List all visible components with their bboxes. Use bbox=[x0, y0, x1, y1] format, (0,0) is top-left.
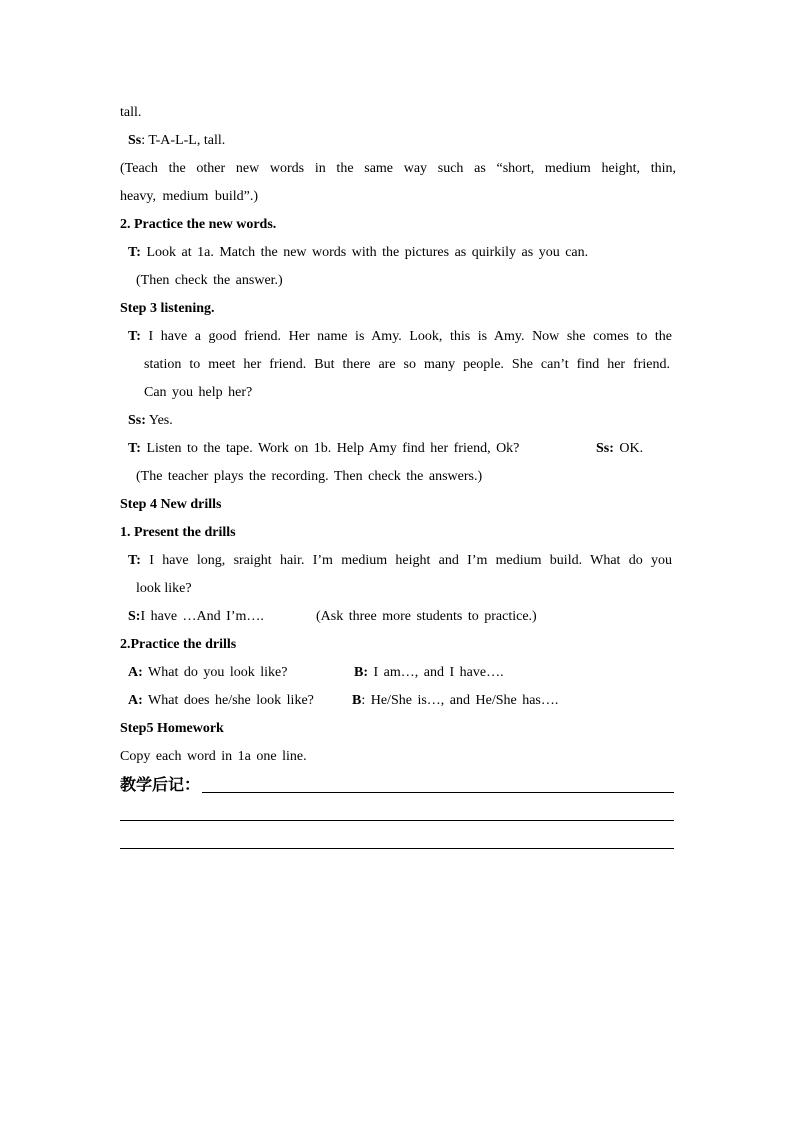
text-line bbox=[136, 267, 692, 295]
heading-text: 1. Present the drills bbox=[120, 525, 236, 540]
speaker-label: T: bbox=[128, 441, 141, 456]
text-line bbox=[120, 183, 676, 211]
text-line bbox=[136, 575, 692, 603]
notes-label-line bbox=[120, 771, 676, 799]
dialogue-line bbox=[128, 547, 672, 575]
text: Can you help her? bbox=[144, 385, 253, 400]
text-line bbox=[120, 99, 676, 127]
speaker-label: B: bbox=[354, 665, 368, 680]
text: (Ask three more students to practice.) bbox=[316, 609, 537, 624]
text-line bbox=[144, 379, 700, 407]
text: I have …And I’m…. bbox=[140, 609, 264, 624]
notes-underline bbox=[120, 820, 674, 821]
text: What does he/she look like? bbox=[142, 693, 314, 708]
speaker-label: Ss: bbox=[128, 413, 146, 428]
dialogue-line bbox=[128, 603, 684, 631]
notes-underline bbox=[120, 848, 674, 849]
text: : He/She is…, and He/She has…. bbox=[361, 693, 559, 708]
text: (The teacher plays the recording. Then check the answers.) bbox=[136, 469, 483, 484]
text: (Teach the other new words in the same way such as “short, medium height, thin, bbox=[120, 161, 676, 176]
text: Listen to the tape. Work on 1b. Help Amy find her friend, Ok? bbox=[140, 441, 520, 456]
speaker-label: A: bbox=[128, 693, 143, 708]
dialogue-line bbox=[128, 407, 684, 435]
speaker-label: Ss: bbox=[596, 441, 614, 456]
speaker-label: T: bbox=[128, 553, 141, 568]
text: Yes. bbox=[145, 413, 173, 428]
heading-text: 2. Practice the new words. bbox=[120, 217, 277, 232]
text: look like? bbox=[136, 581, 192, 596]
text-line bbox=[136, 463, 692, 491]
text: What do you look like? bbox=[142, 665, 288, 680]
speaker-label: Ss bbox=[128, 133, 142, 148]
notes-label: 教学后记： bbox=[120, 775, 201, 794]
dialogue-line bbox=[128, 127, 684, 155]
text: I have long, sraight hair. I’m medium height and I’m medium build. What do you bbox=[140, 553, 672, 568]
text: I have a good friend. Her name is Amy. Look, this is Amy. Now she comes to the bbox=[140, 329, 672, 344]
step-heading bbox=[120, 715, 676, 743]
speaker-label: A: bbox=[128, 665, 143, 680]
heading-text: Step5 Homework bbox=[120, 721, 224, 736]
heading-text: Step 3 listening. bbox=[120, 301, 215, 316]
text: heavy, medium build”.) bbox=[120, 189, 259, 204]
text: (Then check the answer.) bbox=[136, 273, 283, 288]
text: : T-A-L-L, tall. bbox=[141, 133, 226, 148]
text: station to meet her friend. But there are so many people. She can’t find her friend. bbox=[144, 357, 670, 372]
speaker-label: T: bbox=[128, 329, 141, 344]
section-heading bbox=[120, 211, 676, 239]
dialogue-line bbox=[128, 323, 672, 351]
dialogue-line bbox=[128, 435, 684, 463]
text-line bbox=[144, 351, 670, 379]
dialogue-line bbox=[128, 687, 684, 715]
dialogue-line bbox=[128, 659, 684, 687]
speaker-label: B bbox=[352, 693, 362, 708]
text: tall. bbox=[120, 105, 142, 120]
heading-text: Step 4 New drills bbox=[120, 497, 222, 512]
section-heading bbox=[120, 519, 676, 547]
text-line bbox=[120, 155, 676, 183]
notes-underline bbox=[202, 792, 674, 793]
section-heading bbox=[120, 631, 676, 659]
step-heading bbox=[120, 295, 676, 323]
text: OK. bbox=[613, 441, 644, 456]
speaker-label: S: bbox=[128, 609, 141, 624]
text: Copy each word in 1a one line. bbox=[120, 749, 307, 764]
speaker-label: T: bbox=[128, 245, 141, 260]
text: Look at 1a. Match the new words with the pictures as quirkily as you can. bbox=[140, 245, 589, 260]
dialogue-line bbox=[128, 239, 684, 267]
text: I am…, and I have…. bbox=[368, 665, 504, 680]
step-heading bbox=[120, 491, 676, 519]
heading-text: 2.Practice the drills bbox=[120, 637, 237, 652]
text-line bbox=[120, 743, 676, 771]
